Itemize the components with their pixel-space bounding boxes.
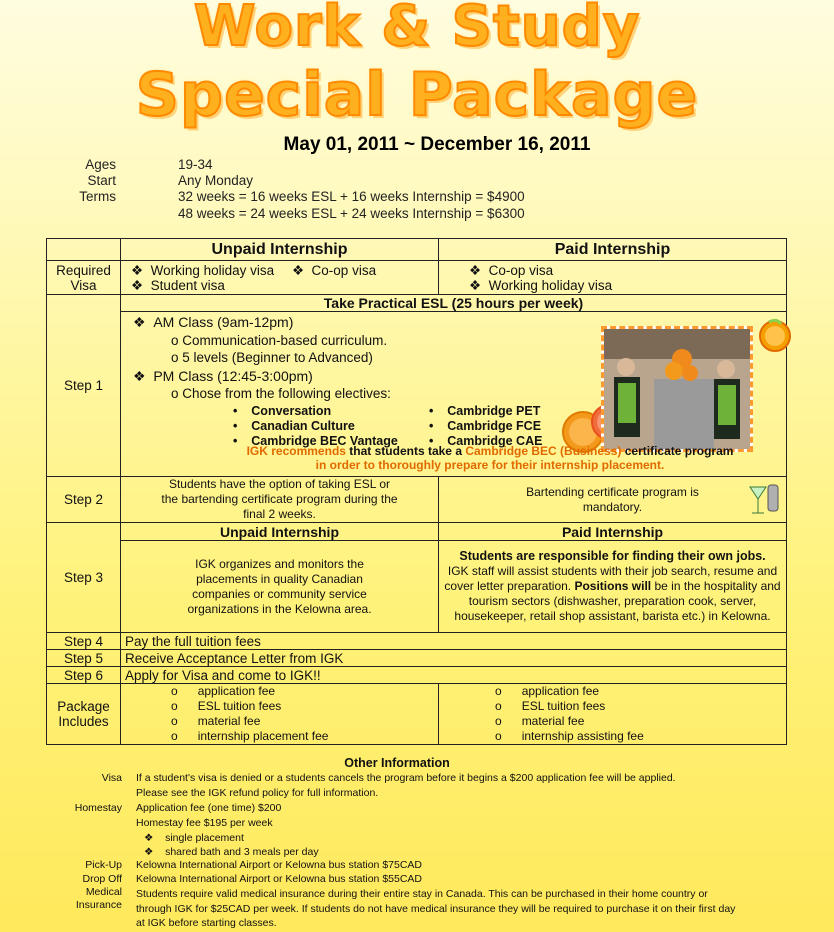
homestay-1: Application fee (one time) $200 <box>136 802 282 814</box>
package-item: o application fee <box>171 684 276 698</box>
homestay-2: Homestay fee $195 per week <box>136 817 273 829</box>
cocktail-icon <box>746 479 782 521</box>
paid-visa-cell <box>439 261 787 295</box>
staff-photo <box>601 326 753 452</box>
package-unpaid <box>121 684 439 745</box>
step2-paid-cell <box>439 477 787 523</box>
step3-paid <box>439 541 787 633</box>
step1-content <box>121 312 787 477</box>
pm-class: ❖ PM Class (12:45-3:00pm) <box>133 368 313 384</box>
package-item: o ESL tuition fees <box>495 699 606 713</box>
date-range: May 01, 2011 ~ December 16, 2011 <box>283 134 591 155</box>
pickup-label: Pick-Up <box>85 859 122 871</box>
homestay-label: Homestay <box>74 802 122 814</box>
photo-image <box>604 329 750 449</box>
homestay-bullet-1: ❖ single placement <box>144 832 244 844</box>
medical-label: Medical Insurance <box>75 886 122 911</box>
package-item: o material fee <box>171 714 261 728</box>
package-paid <box>439 684 787 745</box>
step4-text: Pay the full tuition fees <box>121 633 787 650</box>
terms-label: Terms <box>79 189 116 204</box>
package-item: o internship placement fee <box>171 729 329 743</box>
program-table <box>46 238 787 745</box>
package-item: o application fee <box>495 684 600 698</box>
rec-program: Cambridge BEC (Business) <box>465 444 622 458</box>
medical-text: Students require valid medical insurance during their entire stay in Canada. This can be purchased in their home country or through IGK for $25CAD per week. If students do not have medical insurance they will be required to purchase it on their first day at IGK before starting classes. <box>136 888 736 929</box>
package-label: Package Includes <box>47 684 121 745</box>
other-heading: Other Information <box>344 756 450 770</box>
paid-visa-2: ❖ Working holiday visa <box>469 277 613 293</box>
step6-text: Apply for Visa and come to IGK!! <box>121 667 787 684</box>
elective: • Conversation <box>233 404 332 418</box>
rec-line2: in order to thoroughly prepare for their internship placement. <box>315 458 665 472</box>
dropoff-text: Kelowna International Airport or Kelowna bus station $55CAD <box>136 873 423 885</box>
recommendation <box>121 444 834 472</box>
elective: • Cambridge FCE <box>429 419 542 433</box>
step3-paid-header: Paid Internship <box>439 523 787 541</box>
dropoff-label: Drop Off <box>82 873 122 885</box>
am-item-2: o 5 levels (Beginner to Advanced) <box>171 350 373 365</box>
unpaid-visa-2: ❖ Co-op visa <box>291 262 377 278</box>
step3-unpaid: IGK organizes and monitors the placements in quality Canadian companies or community service organizations in the Kelowna area. <box>121 541 439 633</box>
visa-text-1: If a student's visa is denied or a students cancels the program before it begins a $200 application fee will be applied. <box>136 772 676 784</box>
step3-unpaid-header: Unpaid Internship <box>121 523 439 541</box>
paid-header: Paid Internship <box>439 239 787 261</box>
start-value: Any Monday <box>178 173 254 188</box>
step3-paid-bold: Students are responsible for finding their own jobs. <box>459 549 766 563</box>
electives-left <box>233 404 398 449</box>
step1-header: Take Practical ESL (25 hours per week) <box>121 295 787 312</box>
step3-paid-bold2: Positions will <box>574 579 652 593</box>
paid-visa-1: ❖ Co-op visa <box>469 262 554 278</box>
pickup-text: Kelowna International Airport or Kelowna bus station $75CAD <box>136 859 423 871</box>
title-line-2: Special Package <box>135 60 699 130</box>
package-item: o internship assisting fee <box>495 729 644 743</box>
step4-label: Step 4 <box>47 633 121 650</box>
ages-label: Ages <box>85 157 116 172</box>
electives-right <box>429 404 542 449</box>
am-class: ❖ AM Class (9am-12pm) <box>133 314 294 330</box>
unpaid-visa-1: ❖ Working holiday visa <box>131 262 275 278</box>
elective: • Canadian Culture <box>233 419 355 433</box>
package-item: o material fee <box>495 714 585 728</box>
title-line-1: Work & Study <box>193 0 641 59</box>
step2-label: Step 2 <box>47 477 121 523</box>
unpaid-visa-cell <box>121 261 439 295</box>
rec-end: certificate program <box>624 444 734 458</box>
unpaid-visa-3: ❖ Student visa <box>131 277 225 293</box>
unpaid-header: Unpaid Internship <box>121 239 439 261</box>
corner-cell <box>47 239 121 261</box>
elective: • Cambridge CAE <box>429 434 543 448</box>
pm-item: o Chose from the following electives: <box>171 386 391 401</box>
visa-label: Visa <box>101 772 122 784</box>
orange-slice-icon <box>755 316 795 356</box>
step3-paid-text2: be in the hospitality and tourism sectors (dishwasher, preparation cook, server, housekeeper, retail shop assistant, barista etc.) in Kelowna. <box>454 579 781 623</box>
ages-value: 19-34 <box>178 157 213 172</box>
elective: • Cambridge PET <box>429 404 541 418</box>
step5-text: Receive Acceptance Letter from IGK <box>121 650 787 667</box>
term-1: 32 weeks = 16 weeks ESL + 16 weeks Internship = $4900 <box>178 189 525 204</box>
step3-label: Step 3 <box>47 523 121 633</box>
step2-paid: Bartending certificate program is mandatory. <box>526 484 699 514</box>
step2-unpaid: Students have the option of taking ESL or the bartending certificate program during the final 2 weeks. <box>121 477 439 523</box>
term-2: 48 weeks = 24 weeks ESL + 24 weeks Internship = $6300 <box>178 206 525 221</box>
homestay-bullet-2: ❖ shared bath and 3 meals per day <box>144 846 319 858</box>
step6-label: Step 6 <box>47 667 121 684</box>
start-label: Start <box>87 173 116 188</box>
visa-text-2: Please see the IGK refund policy for full information. <box>136 787 379 799</box>
step3-paid-text1: IGK staff will assist students with their job search, resume and cover letter preparation. <box>444 564 778 593</box>
elective: • Cambridge BEC Vantage <box>233 434 398 448</box>
package-item: o ESL tuition fees <box>171 699 282 713</box>
step5-label: Step 5 <box>47 650 121 667</box>
am-item-1: o Communication-based curriculum. <box>171 333 388 348</box>
step1-label: Step 1 <box>47 295 121 477</box>
rec-igk: IGK recommends <box>246 444 346 458</box>
rec-middle: that students take a <box>349 444 462 458</box>
required-visa-label: Required Visa <box>47 261 121 295</box>
